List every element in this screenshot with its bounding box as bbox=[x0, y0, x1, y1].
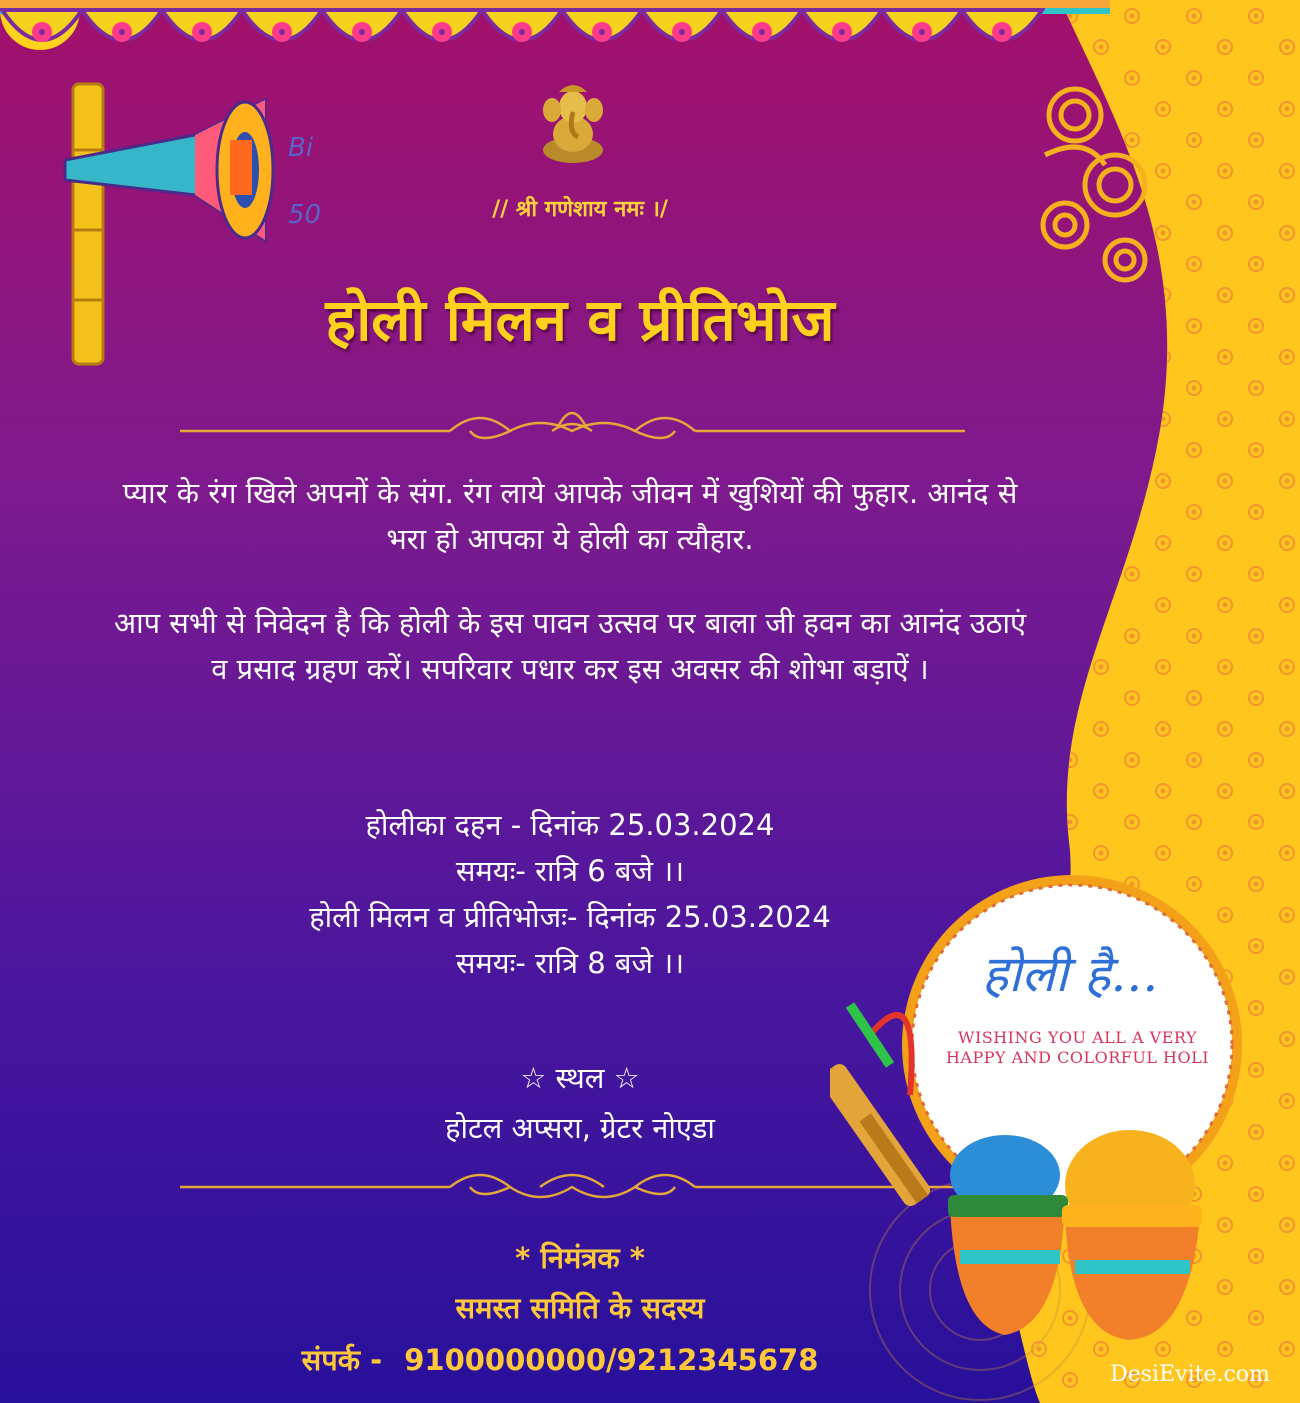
badge-title: होली है... bbox=[981, 945, 1159, 1003]
paragraph-greeting: प्यार के रंग खिले अपनों के संग. रंग लाये आपके जीवन में खुशियों की फुहार. आनंद से भरा हो आपका ये होली का त्यौहार. bbox=[122, 476, 1018, 556]
venue: होटल अप्सरा, ग्रेटर नोएडा bbox=[445, 1111, 715, 1145]
badge-line-1: WISHING YOU ALL A VERY bbox=[958, 1028, 1197, 1047]
horn-text-1: Bi bbox=[288, 133, 314, 163]
contact-label: संपर्क - bbox=[301, 1343, 383, 1377]
event-line: समयः- रात्रि 8 बजे ।। bbox=[455, 946, 685, 980]
salutation: // श्री गणेशाय नमः ।/ bbox=[492, 197, 668, 222]
bunting-icon bbox=[0, 0, 1110, 80]
event-line: होलीका दहन - दिनांक 25.03.2024 bbox=[365, 808, 775, 842]
venue-label: ☆ स्थल ☆ bbox=[520, 1061, 640, 1095]
ganesha-icon bbox=[538, 82, 608, 167]
contact-numbers: 9100000000/9212345678 bbox=[404, 1343, 819, 1377]
page-title: होली मिलन व प्रीतिभोज bbox=[325, 286, 835, 354]
contact bbox=[60, 1340, 1060, 1379]
event-line: होली मिलन व प्रीतिभोजः- दिनांक 25.03.2024 bbox=[309, 900, 831, 934]
paragraph-request: आप सभी से निवेदन है कि होली के इस पावन उत्सव पर बाला जी हवन का आनंद उठाएं व प्रसाद ग्रहण करें। सपरिवार पधार कर इस अवसर की शोभा बड़ाऐं । bbox=[113, 606, 1027, 686]
horn-text-2: 50 bbox=[288, 200, 322, 230]
host-label: * निमंत्रक * bbox=[515, 1241, 645, 1275]
event-line: समयः- रात्रि 6 बजे ।। bbox=[455, 854, 685, 888]
host: समस्त समिति के सदस्य bbox=[455, 1291, 705, 1325]
swirl-ornament-icon bbox=[1015, 75, 1175, 285]
badge-line-2: HAPPY AND COLORFUL HOLI bbox=[945, 1048, 1210, 1067]
watermark: DesiEvite.com bbox=[1110, 1362, 1270, 1387]
divider-ornament-icon bbox=[180, 395, 965, 455]
events-list bbox=[60, 802, 1080, 986]
